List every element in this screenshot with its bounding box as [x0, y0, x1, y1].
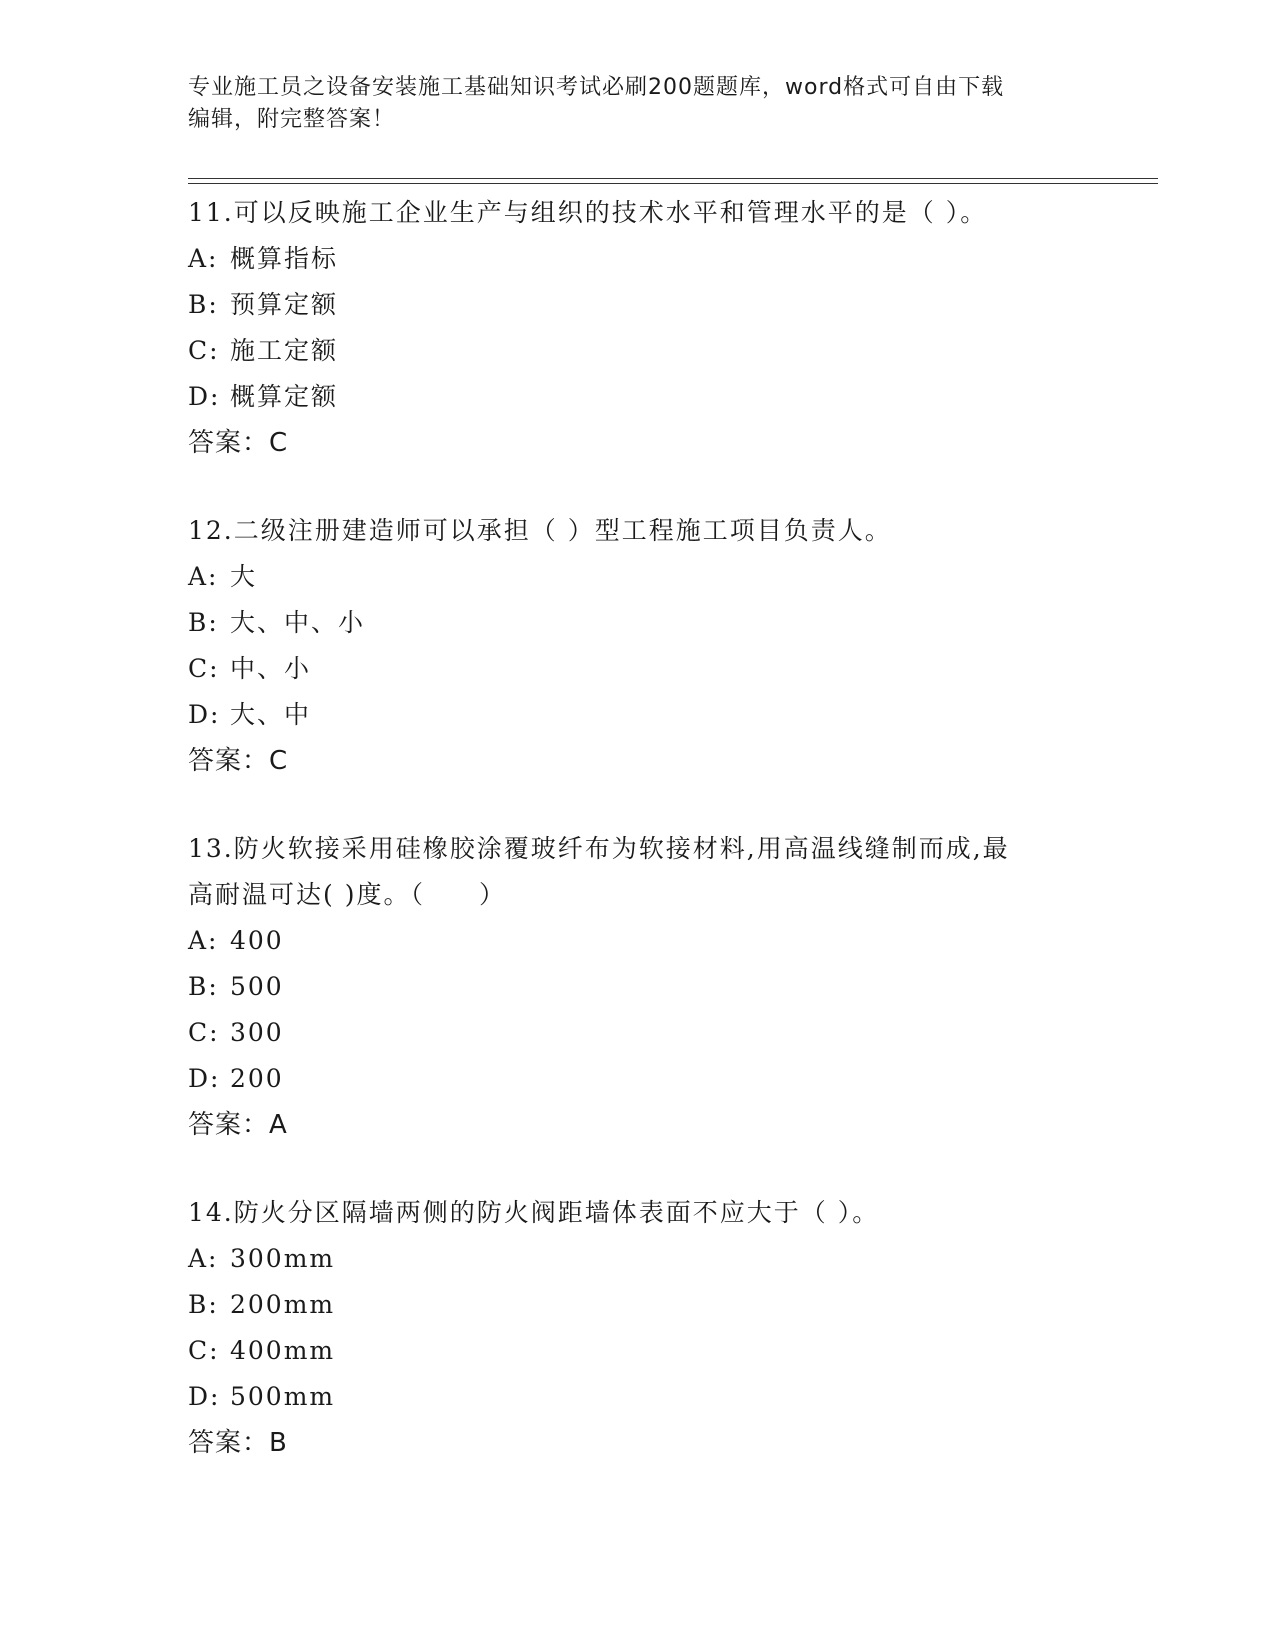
- option-letter: D:: [188, 700, 221, 729]
- option-letter: D:: [188, 1382, 221, 1411]
- header-divider-top: [188, 178, 1158, 179]
- question-stem-line-2: 高耐温可达( )度。（ ）: [188, 880, 506, 909]
- option-c: [188, 1010, 1088, 1056]
- option-letter: A:: [188, 244, 219, 273]
- option-letter: D:: [188, 382, 221, 411]
- option-d: [188, 1374, 1088, 1420]
- option-letter: A:: [188, 926, 219, 955]
- option-text: 概算指标: [230, 244, 339, 273]
- option-b: [188, 1282, 1088, 1328]
- option-letter: C:: [188, 1018, 220, 1047]
- option-d: [188, 692, 1088, 738]
- option-b: [188, 282, 1088, 328]
- document-header: [188, 72, 1068, 136]
- option-text: 大、中: [230, 700, 312, 729]
- answer-text: 答案：C: [188, 746, 289, 776]
- option-letter: B:: [188, 608, 219, 637]
- option-text: 大: [230, 562, 258, 591]
- question-11: [188, 190, 1088, 466]
- option-text: 400: [230, 926, 284, 955]
- answer-text: 答案：C: [188, 428, 289, 458]
- option-text: 400mm: [230, 1336, 336, 1365]
- option-b: [188, 600, 1088, 646]
- option-letter: D:: [188, 1064, 221, 1093]
- option-a: [188, 1236, 1088, 1282]
- option-text: 500: [230, 972, 284, 1001]
- option-text: 200: [230, 1064, 284, 1093]
- option-a: [188, 918, 1088, 964]
- option-letter: C:: [188, 1336, 220, 1365]
- option-text: 中、小: [230, 654, 312, 683]
- option-a: [188, 554, 1088, 600]
- question-14: [188, 1190, 1088, 1466]
- question-stem: 14.防火分区隔墙两侧的防火阀距墙体表面不应大于（ ）。: [188, 1198, 880, 1227]
- header-line-1: 专业施工员之设备安装施工基础知识考试必刷200题题库，word格式可自由下载: [188, 75, 1005, 100]
- answer-text: 答案：A: [188, 1110, 288, 1140]
- question-stem: 12.二级注册建造师可以承担（ ）型工程施工项目负责人。: [188, 516, 892, 545]
- option-c: [188, 1328, 1088, 1374]
- option-a: [188, 236, 1088, 282]
- option-text: 200mm: [230, 1290, 336, 1319]
- option-c: [188, 328, 1088, 374]
- option-text: 大、中、小: [230, 608, 366, 637]
- question-stem: 11.可以反映施工企业生产与组织的技术水平和管理水平的是（ ）。: [188, 198, 988, 227]
- option-letter: B:: [188, 1290, 219, 1319]
- option-letter: C:: [188, 654, 220, 683]
- answer-text: 答案：B: [188, 1428, 288, 1458]
- option-text: 500mm: [230, 1382, 336, 1411]
- option-letter: A:: [188, 562, 219, 591]
- option-letter: A:: [188, 1244, 219, 1273]
- question-stem-line-1: 13.防火软接采用硅橡胶涂覆玻纤布为软接材料,用高温线缝制而成,最: [188, 834, 1010, 863]
- option-letter: B:: [188, 972, 219, 1001]
- option-text: 施工定额: [230, 336, 339, 365]
- option-text: 预算定额: [230, 290, 339, 319]
- option-text: 300mm: [230, 1244, 336, 1273]
- option-text: 300: [230, 1018, 284, 1047]
- option-text: 概算定额: [230, 382, 339, 411]
- question-list: [188, 190, 1088, 1508]
- option-c: [188, 646, 1088, 692]
- option-d: [188, 374, 1088, 420]
- question-13: [188, 826, 1088, 1148]
- option-d: [188, 1056, 1088, 1102]
- header-line-2: 编辑，附完整答案！: [188, 107, 396, 132]
- option-b: [188, 964, 1088, 1010]
- header-divider-bottom: [188, 183, 1158, 184]
- option-letter: B:: [188, 290, 219, 319]
- question-12: [188, 508, 1088, 784]
- option-letter: C:: [188, 336, 220, 365]
